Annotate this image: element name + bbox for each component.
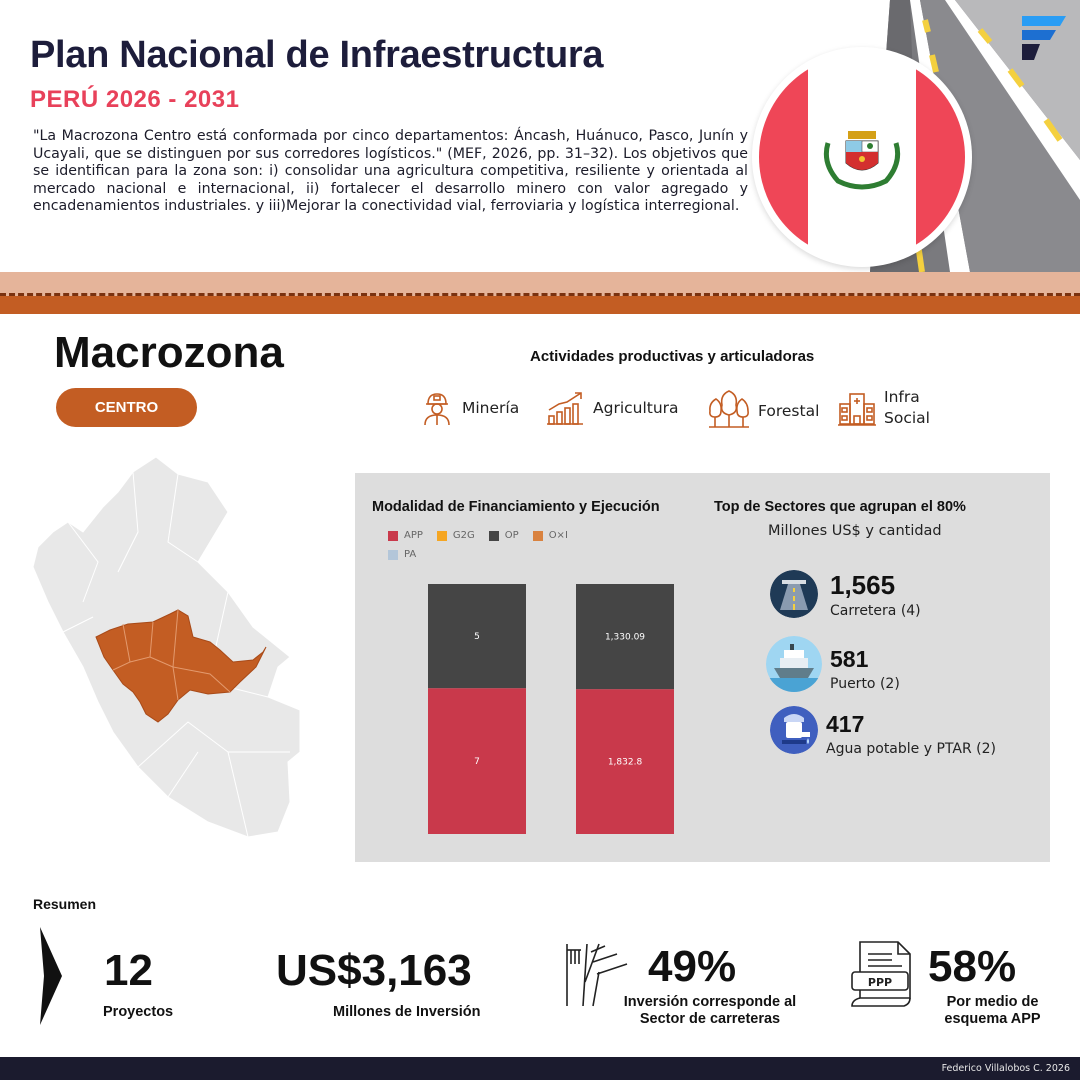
sector-label: Carretera (4) bbox=[830, 603, 921, 619]
ppp-icon-text: PPP bbox=[867, 976, 893, 989]
activity-label: Infra bbox=[884, 388, 920, 406]
intro-paragraph: "La Macrozona Centro está conformada por cinco departamentos: Áncash, Huánuco, Pasco, Junín y Ucayali, que se distinguen por sus corredores logísticos." (MEF, 2026, pp. 31–32). Los objetivos que se identifican para la zona son: i) consolidar una agricultura competitiva, resiliente y orientada al mercado nacional e internacional, ii) fortalecer el desarrollo minero con valor agregado y encadenamientos industriales. y iii)Mejorar la conectividad vial, ferroviaria y logística interregional. bbox=[33, 128, 748, 215]
legend-label: G2G bbox=[452, 530, 475, 541]
roads-share-label-line: Sector de carreteras bbox=[639, 1011, 781, 1027]
financing-chart bbox=[372, 570, 702, 845]
legend-swatch bbox=[388, 531, 398, 541]
page-subtitle: PERÚ 2026 - 2031 bbox=[30, 86, 240, 113]
chart-legend bbox=[388, 530, 588, 560]
zone-badge: CENTRO bbox=[56, 388, 197, 427]
activity-mineria bbox=[420, 386, 519, 430]
activity-label: Social bbox=[884, 409, 930, 427]
peru-map bbox=[28, 452, 328, 852]
ppp-document-icon bbox=[848, 940, 916, 1008]
water-tap-icon bbox=[770, 706, 818, 754]
legend-item-g2g bbox=[437, 530, 475, 541]
legend-label: APP bbox=[404, 530, 423, 541]
sector-label: Puerto (2) bbox=[830, 676, 900, 692]
road-icon bbox=[770, 570, 818, 618]
activities-title: Actividades productivas y articuladoras bbox=[530, 348, 815, 365]
projects-count: 12 bbox=[104, 946, 153, 995]
activity-forestal bbox=[708, 386, 819, 430]
bar-data-label: 1,330.09 bbox=[604, 632, 646, 643]
activity-label: Minería bbox=[462, 398, 520, 417]
legend-item-app bbox=[388, 530, 423, 541]
bar-data-label: 5 bbox=[474, 632, 480, 643]
bar-data-label: 7 bbox=[474, 757, 480, 768]
decorative-band-bottom bbox=[0, 296, 1080, 314]
footer-bar bbox=[0, 1057, 1080, 1080]
top-sectors-title: Top de Sectores que agrupan el 80% bbox=[714, 499, 966, 515]
sector-value: 1,565 bbox=[830, 570, 896, 600]
sector-water-icon-wrap bbox=[770, 706, 818, 758]
summary-title: Resumen bbox=[33, 896, 97, 912]
legend-item-op bbox=[489, 530, 519, 541]
forest-icon bbox=[708, 387, 750, 429]
ppp-share-label bbox=[920, 994, 1065, 1028]
top-sectors-subtitle: Millones US$ y cantidad bbox=[768, 523, 942, 539]
legend-item-pa bbox=[388, 549, 416, 560]
sector-road-icon-wrap bbox=[770, 570, 818, 622]
bar-data-label: 1,832.8 bbox=[607, 757, 643, 768]
sector-port-icon-wrap bbox=[766, 636, 822, 696]
legend-swatch bbox=[437, 531, 447, 541]
investment-label: Millones de Inversión bbox=[333, 1004, 481, 1020]
sector-value: 417 bbox=[826, 711, 865, 737]
ship-icon bbox=[766, 636, 822, 692]
legend-item-oxi bbox=[533, 530, 568, 541]
legend-swatch bbox=[489, 531, 499, 541]
roads-share-value: 49% bbox=[648, 942, 737, 991]
legend-swatch bbox=[388, 550, 398, 560]
social-building-icon bbox=[838, 390, 876, 426]
ppp-share-value: 58% bbox=[928, 942, 1017, 991]
activity-label: Forestal bbox=[758, 401, 820, 420]
legend-swatch bbox=[533, 531, 543, 541]
financing-chart-svg bbox=[372, 570, 702, 845]
chart-title: Modalidad de Financiamiento y Ejecución bbox=[372, 499, 660, 515]
agriculture-chart-icon bbox=[545, 390, 585, 426]
sector-label: Agua potable y PTAR (2) bbox=[826, 741, 996, 757]
footer-credit: Federico Villalobos C. 2026 bbox=[941, 1063, 1070, 1074]
peru-flag-circle bbox=[752, 47, 972, 267]
page-title: Plan Nacional de Infraestructura bbox=[30, 34, 604, 76]
chevron-right-icon bbox=[40, 927, 62, 1025]
ppp-document-icon-wrap bbox=[848, 940, 916, 1012]
legend-label: PA bbox=[404, 549, 417, 560]
brand-logo bbox=[1022, 16, 1066, 60]
ppp-share-label-line: esquema APP bbox=[944, 1011, 1041, 1027]
miner-icon bbox=[420, 390, 454, 426]
activity-label: Agricultura bbox=[593, 398, 679, 417]
sector-value: 581 bbox=[830, 646, 869, 672]
legend-label: OP bbox=[504, 530, 519, 541]
roads-share-label bbox=[610, 994, 810, 1028]
roads-share-label-line: Inversión corresponde al bbox=[623, 994, 797, 1010]
ppp-share-label-line: Por medio de bbox=[946, 994, 1039, 1010]
legend-label: O×I bbox=[548, 530, 568, 541]
activity-agricultura bbox=[545, 386, 679, 430]
activity-infra-social bbox=[838, 384, 930, 432]
projects-label: Proyectos bbox=[103, 1004, 174, 1020]
investment-total: US$3,163 bbox=[276, 946, 472, 995]
decorative-band-stitch bbox=[0, 293, 1080, 296]
macrozona-title: Macrozona bbox=[54, 328, 284, 377]
